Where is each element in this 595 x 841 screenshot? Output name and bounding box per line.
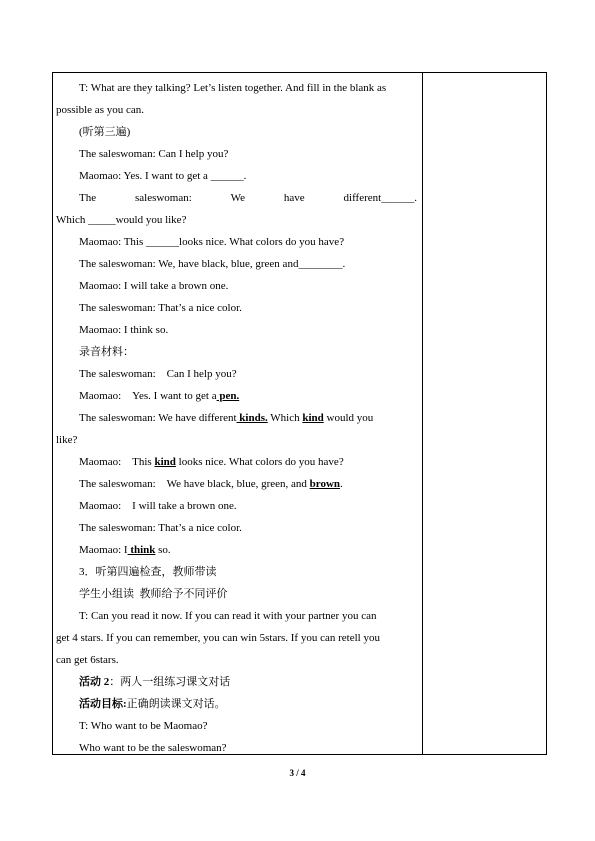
text-line — [79, 675, 417, 689]
text-run: Maomao: This — [79, 456, 155, 468]
text-run: Maomao: Yes. I want to get a — [79, 390, 217, 402]
text-line: The saleswoman: Can I help you? — [79, 148, 229, 160]
text-line — [79, 697, 417, 711]
text-line — [79, 455, 417, 469]
page-number: 3 / 4 — [289, 768, 306, 778]
text-line — [79, 191, 417, 205]
text-line: The saleswoman: Can I help you? — [79, 368, 237, 380]
text-line: can get 6stars. — [56, 654, 119, 666]
text-run: . — [340, 478, 343, 490]
answer-word: kind — [302, 412, 324, 424]
answer-word: kinds. — [236, 412, 268, 424]
text-line: 3．听第四遍检查，教师带读 — [79, 566, 217, 578]
text-line — [79, 543, 417, 557]
text-line: Who want to be the saleswoman? — [79, 742, 227, 754]
text-word: We — [230, 192, 246, 204]
text-line: Maomao: This ______looks nice. What colors do you have? — [79, 236, 345, 248]
text-run: would you — [323, 412, 374, 424]
text-line: T: What are they talking? Let’s listen together. And fill in the blank as — [79, 82, 387, 94]
text-run: so. — [155, 544, 171, 556]
text-run: The saleswoman: We have different — [79, 412, 237, 424]
text-run: 正确朗读课文对话。 — [126, 698, 226, 710]
answer-word: pen. — [216, 390, 240, 402]
text-line: Maomao: I will take a brown one. — [79, 500, 237, 512]
text-line: T: Who want to be Maomao? — [79, 720, 208, 732]
text-line: The saleswoman: We, have black, blue, green and________. — [79, 258, 346, 270]
lesson-content-cell — [53, 73, 421, 754]
text-line: get 4 stars. If you can remember, you can win 5stars. If you can retell you — [56, 632, 380, 644]
answer-word: brown — [309, 478, 341, 490]
text-run: Maomao: I — [79, 544, 128, 556]
text-line: The saleswoman: That’s a nice color. — [79, 522, 242, 534]
answer-word: think — [127, 544, 156, 556]
goal-label: 活动目标: — [79, 698, 127, 710]
text-run: Which — [267, 412, 303, 424]
activity-label: 活动 2 — [79, 676, 110, 688]
text-line: Maomao: Yes. I want to get a ______. — [79, 170, 247, 182]
text-word: different______. — [343, 192, 417, 204]
text-line: T: Can you read it now. If you can read it with your partner you can — [79, 610, 377, 622]
text-line: Maomao: I will take a brown one. — [79, 280, 229, 292]
notes-cell — [423, 73, 546, 754]
text-line — [79, 477, 417, 491]
text-line — [79, 411, 417, 425]
text-line: like? — [56, 434, 78, 446]
text-run: looks nice. What colors do you have? — [175, 456, 344, 468]
text-line: possible as you can. — [56, 104, 144, 116]
text-line: Which _____would you like? — [56, 214, 187, 226]
text-line: 学生小组读 教师给予不同评价 — [79, 588, 228, 600]
text-word: saleswoman: — [134, 192, 192, 204]
text-line: Maomao: I think so. — [79, 324, 169, 336]
text-line: 录音材料： — [79, 346, 134, 358]
text-word: have — [283, 192, 305, 204]
text-word: The — [79, 192, 97, 204]
text-run: ：两人一组练习课文对话 — [109, 676, 231, 688]
text-line: The saleswoman: That’s a nice color. — [79, 302, 242, 314]
answer-word: kind — [154, 456, 176, 468]
text-line — [79, 389, 417, 403]
text-run: The saleswoman: We have black, blue, green, and — [79, 478, 310, 490]
text-line: (听第三遍) — [79, 126, 131, 138]
